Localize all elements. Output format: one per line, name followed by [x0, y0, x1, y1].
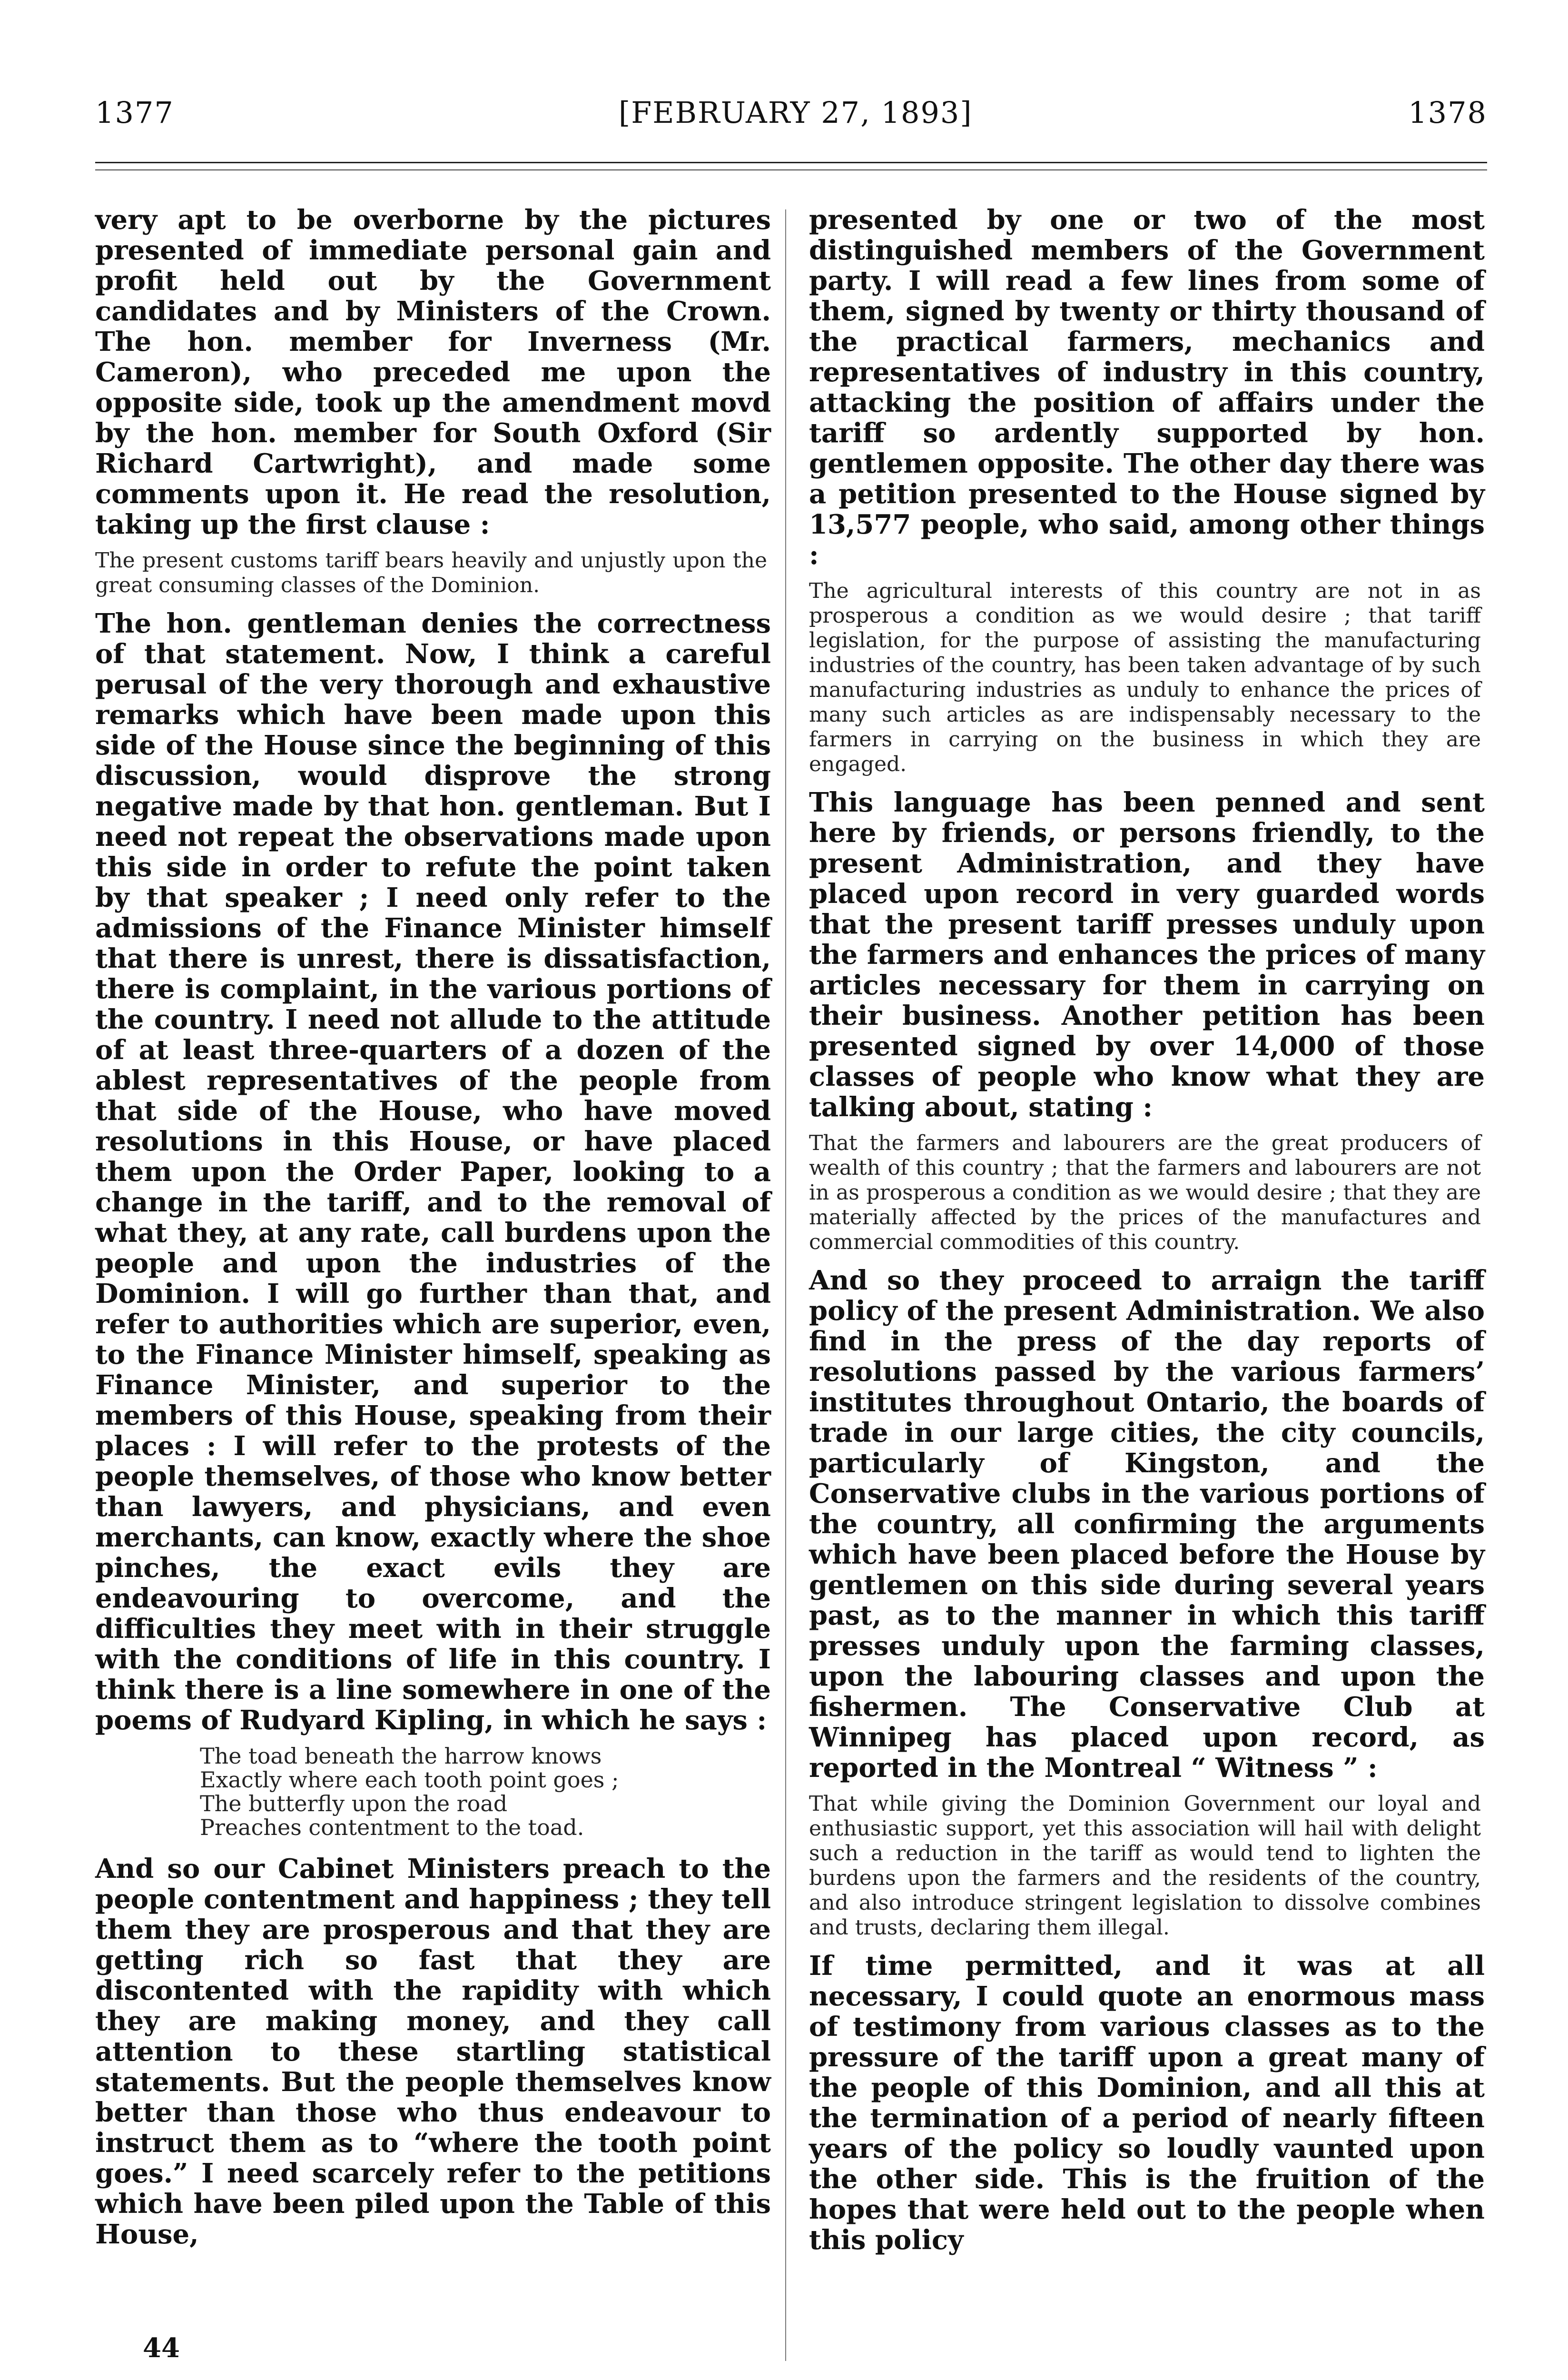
left-paragraph-3: And so our Cabinet Ministers preach to the people contentment and happiness ; they tell them they are prosperous and that they are getting rich so fast that they are discontented with the rapidity with which they are making money, and they call attention to these startling statistical statements. But the people themselves know better than those who thus endeavour to instruct them as to “where the tooth point goes.” I need scarcely refer to the petitions which have been piled upon the Table of this House,	[95, 1853, 771, 2250]
page-date: [FEBRUARY 27, 1893]	[619, 95, 973, 130]
right-paragraph-3: And so they proceed to arraign the tariff policy of the present Administration. We also find in the press of the day reports of resolutions passed by the various farmers’ institutes throughout Ontario, the boards of trade in our large cities, the city councils, particularly of Kingston, and the Conservative clubs in the various portions of the country, all confirming the arguments which have been placed before the House by gentlemen on this side during several years past, as to the manner in which this tariff presses unduly upon the farming classes, upon the labouring classes and upon the fishermen. The Conservative Club at Winnipeg has placed upon record, as reported in the Montreal “ Witness ” :	[809, 1265, 1485, 1784]
left-paragraph-1: very apt to be overborne by the pictures presented of immediate personal gain and profit held out by the Government candidates and by Ministers of the Crown. The hon. member for Inverness (Mr. Cameron), who preceded me upon the opposite side, took up the amendment movd by the hon. member for South Oxford (Sir Richard Cartwright), and made some comments upon it. He read the resolution, taking up the first clause :	[95, 204, 771, 540]
left-column	[95, 205, 771, 2258]
poem-line: Exactly where each tooth point goes ;	[200, 1767, 619, 1793]
poem-line: The toad beneath the harrow knows	[200, 1743, 602, 1769]
page-number-left: 1377	[95, 95, 174, 130]
poem-line: The butterfly upon the road	[200, 1791, 508, 1816]
poem-line: Preaches contentment to the toad.	[200, 1815, 584, 1840]
column-divider	[785, 209, 786, 2361]
right-quote-2: That the farmers and labourers are the great producers of wealth of this country ; that the farmers and labourers are not in as prosperous a condition as we would desire ; that they are materially affected by the prices of the manufactures and commercial commodities of this country.	[809, 1131, 1481, 1254]
right-column	[809, 205, 1485, 2264]
right-quote-3: That while giving the Dominion Government our loyal and enthusiastic support, yet this association will hail with delight such a reduction in the tariff as would tend to lighten the burdens upon the farmers and the residents of the country, and also introduce stringent legislation to dissolve combines and trusts, declaring them illegal.	[809, 1792, 1481, 1940]
page-number-right: 1378	[1408, 95, 1487, 130]
header-rule	[95, 162, 1487, 163]
page-header	[95, 95, 1487, 152]
kipling-poem	[200, 1744, 771, 1839]
right-paragraph-1: presented by one or two of the most distinguished members of the Government party. I will read a few lines from some of them, signed by twenty or thirty thousand of the practical farmers, mechanics and representatives of industry in this country, attacking the position of affairs under the tariff so ardently supported by hon. gentlemen opposite. The other day there was a petition presented to the House signed by 13,577 people, who said, among other things :	[809, 204, 1485, 571]
right-quote-1: The agricultural interests of this country are not in as prosperous a condition as we would desire ; that tariff legislation, for the purpose of assisting the manufacturing industries of the country, has been taken advantage of by such manufacturing industries as unduly to enhance the prices of many such articles as are indispensably necessary to the farmers in carrying on the business in which they are engaged.	[809, 579, 1481, 776]
left-paragraph-2: The hon. gentleman denies the correctness of that statement. Now, I think a careful perusal of the very thorough and exhaustive remarks which have been made upon this side of the House since the beginning of this discussion, would disprove the strong negative made by that hon. gentleman. But I need not repeat the observations made upon this side in order to refute the point taken by that speaker ; I need only refer to the admissions of the Finance Minister himself that there is unrest, there is dissatisfaction, there is complaint, in the various portions of the country. I need not allude to the attitude of at least three-quarters of a dozen of the ablest representatives of the people from that side of the House, who have moved resolutions in this House, or have placed them upon the Order Paper, looking to a change in the tariff, and to the removal of what they, at any rate, call burdens upon the people and upon the industries of the Dominion. I will go further than that, and refer to authorities which are superior, even, to the Finance Minister himself, speaking as Finance Minister, and superior to the members of this House, speaking from their places : I will refer to the protests of the people themselves, of those who know better than lawyers, and physicians, and even merchants, can know, exactly where the shoe pinches, the exact evils they are endeavouring to overcome, and the difficulties they meet with in their struggle with the conditions of life in this country. I think there is a line somewhere in one of the poems of Rudyard Kipling, in which he says :	[95, 608, 771, 1736]
signature-mark: 44	[143, 2332, 180, 2364]
left-quote-1: The present customs tariff bears heavily and unjustly upon the great consuming classes of the Dominion.	[95, 548, 767, 597]
right-paragraph-2: This language has been penned and sent here by friends, or persons friendly, to the present Administration, and they have placed upon record in very guarded words that the present tariff presses unduly upon the farmers and enhances the prices of many articles necessary for them in carrying on their business. Another petition has been presented signed by over 14,000 of those classes of people who know what they are talking about, stating :	[809, 787, 1485, 1123]
right-paragraph-4: If time permitted, and it was at all necessary, I could quote an enormous mass of testimony from various classes as to the pressure of the tariff upon a great many of the people of this Dominion, and all this at the termination of a period of nearly fifteen years of the policy so loudly vaunted upon the other side. This is the fruition of the hopes that were held out to the people when this policy	[809, 1950, 1485, 2256]
header-rule-thin	[95, 169, 1487, 170]
